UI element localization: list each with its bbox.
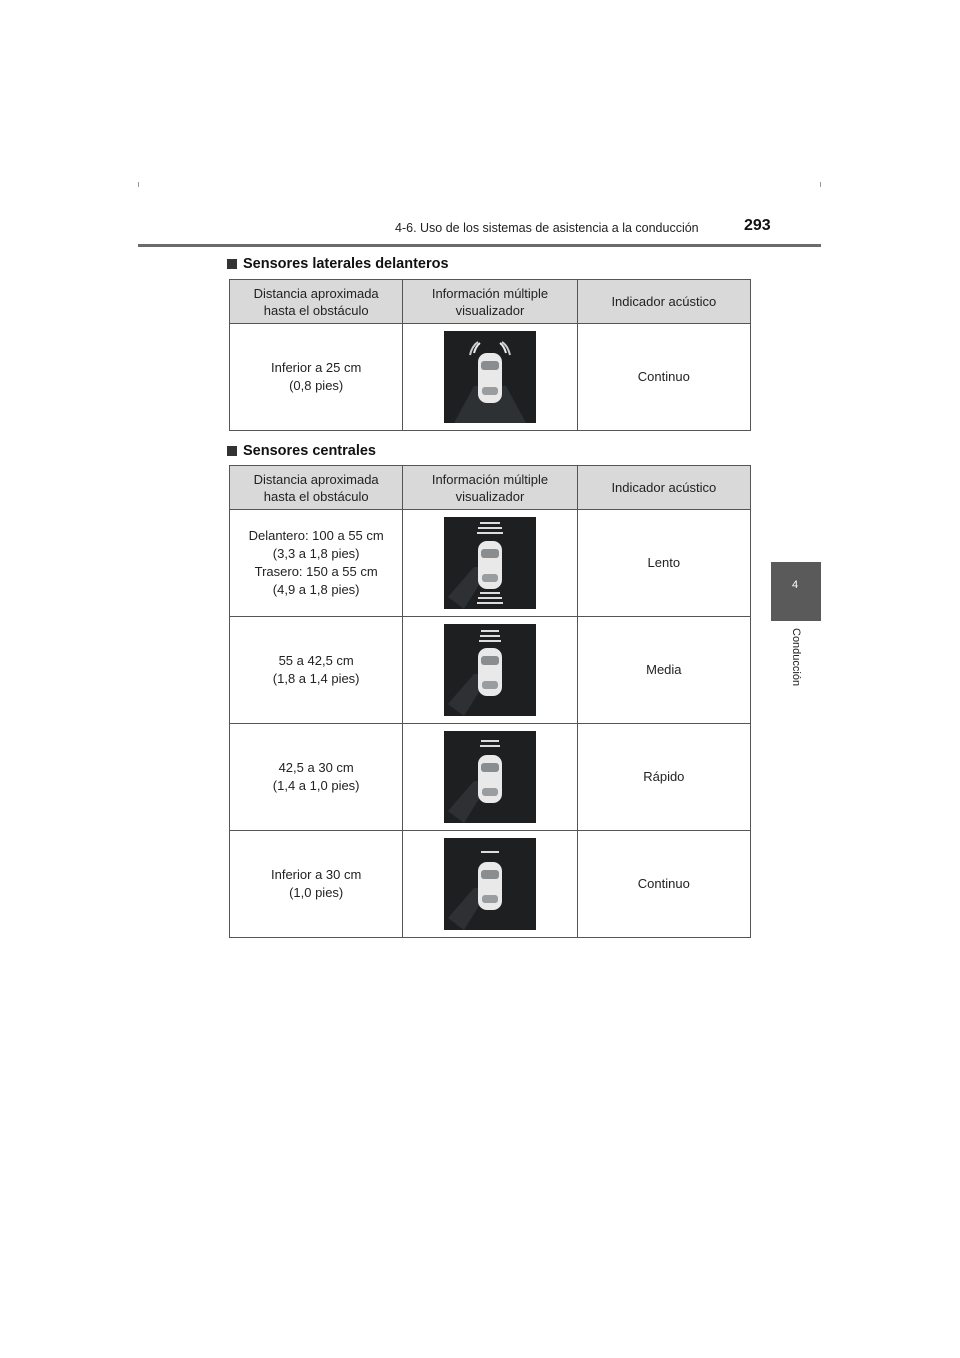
table-row	[230, 724, 751, 831]
car-sensor-1-bar-icon	[444, 838, 536, 930]
bullet-icon	[227, 446, 237, 456]
car-front-side-sensor-icon	[444, 331, 536, 423]
buzzer-cell: Continuo	[577, 324, 750, 431]
chapter-label: Conducción	[790, 628, 802, 687]
distance-cell: Delantero: 100 a 55 cm (3,3 a 1,8 pies) Trasero: 150 a 55 cm (4,9 a 1,8 pies)	[230, 510, 403, 617]
distance-cell: Inferior a 25 cm (0,8 pies)	[230, 324, 403, 431]
display-cell	[403, 831, 577, 938]
distance-cell: 42,5 a 30 cm (1,4 a 1,0 pies)	[230, 724, 403, 831]
table-row	[230, 510, 751, 617]
chapter-number: 4	[792, 579, 799, 591]
display-cell	[403, 510, 577, 617]
header-distance: Distancia aproximada hasta el obstáculo	[230, 466, 403, 510]
header-buzzer: Indicador acústico	[577, 280, 750, 324]
buzzer-cell: Rápido	[577, 724, 750, 831]
table-row	[230, 831, 751, 938]
header-display: Información múltiple visualizador	[403, 280, 577, 324]
header-rule	[138, 244, 821, 247]
distance-cell: 55 a 42,5 cm (1,8 a 1,4 pies)	[230, 617, 403, 724]
display-cell	[403, 617, 577, 724]
header-display: Información múltiple visualizador	[403, 466, 577, 510]
car-sensor-3-bars-icon	[444, 517, 536, 609]
bullet-icon	[227, 259, 237, 269]
car-sensor-2-bars-icon	[444, 731, 536, 823]
buzzer-cell: Media	[577, 617, 750, 724]
buzzer-cell: Lento	[577, 510, 750, 617]
distance-cell: Inferior a 30 cm (1,0 pies)	[230, 831, 403, 938]
table-row	[230, 324, 751, 431]
chapter-tab[interactable]	[771, 562, 821, 621]
front-side-sensors-table	[229, 279, 751, 431]
header-buzzer: Indicador acústico	[577, 466, 750, 510]
section-title-center-sensors	[227, 443, 376, 459]
section-title-text: Sensores laterales delanteros	[243, 256, 449, 272]
section-title-text: Sensores centrales	[243, 443, 376, 459]
table-header-row	[230, 466, 751, 510]
page-number: 293	[744, 217, 771, 234]
table-header-row	[230, 280, 751, 324]
table-row	[230, 617, 751, 724]
buzzer-cell: Continuo	[577, 831, 750, 938]
display-cell	[403, 724, 577, 831]
section-title-front-side-sensors	[227, 256, 449, 272]
center-sensors-table	[229, 465, 751, 938]
car-sensor-3-bars-icon	[444, 624, 536, 716]
crop-mark	[820, 182, 821, 187]
header-title: 4-6. Uso de los sistemas de asistencia a la conducción	[395, 221, 699, 235]
header-distance: Distancia aproximada hasta el obstáculo	[230, 280, 403, 324]
crop-mark	[138, 182, 139, 187]
display-cell	[403, 324, 577, 431]
